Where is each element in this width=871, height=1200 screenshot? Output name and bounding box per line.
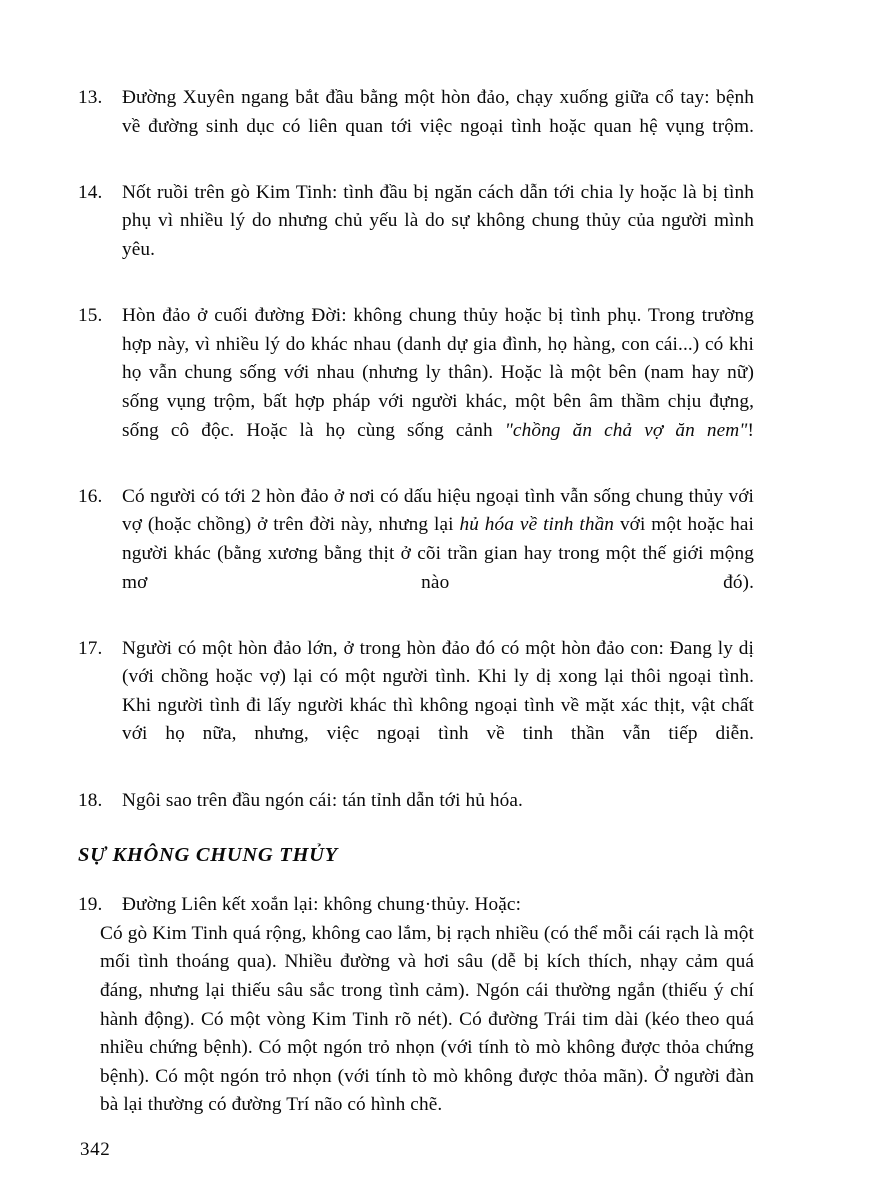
list-item-number: 19. [78, 894, 103, 916]
list-item-text: Ngôi sao trên đầu ngón cái: tán tỉnh dẫn tới hủ hóa. [122, 789, 523, 811]
list-item [78, 891, 754, 1120]
list-item-number: 18. [78, 789, 103, 811]
list-item [78, 84, 754, 170]
list-item-text-lead: Hòn đảo ở cuối đường Đời: không chung thủy hoặc bị tình phụ. Trong trường hợp này, vì nhiều lý do khác nhau (danh dự gia đình, họ hàng, con cái...) có khi họ vẫn chung sống với nhau (nhưng ly thân). Hoặc là một bên (nam hay nữ) sống vụng trộm, bất hợp pháp với người khác, một bên âm thầm chịu đựng, sống cô độc. Hoặc là họ cùng sống cảnh [122, 305, 754, 441]
list-item-text-tail: với một hoặc hai người khác (bằng xương bằng thịt ở cõi trần gian hay trong một thế giới mộng mơ nào đó). [122, 514, 755, 593]
section-heading: SỰ KHÔNG CHUNG THỦY [78, 844, 338, 867]
list-item [78, 179, 754, 293]
italic-emphasis-phrase: hủ hóa về tinh thần [459, 514, 615, 536]
page-number: 342 [80, 1139, 111, 1160]
list-item-text [122, 483, 754, 626]
list-item [78, 787, 754, 816]
list-item-number: 13. [78, 87, 103, 108]
list-item-text [122, 302, 754, 474]
list-item-number: 15. [78, 305, 103, 327]
list-item-number: 14. [78, 181, 103, 203]
list-item [78, 483, 754, 626]
list-item-number: 16. [78, 485, 103, 507]
list-item [78, 635, 754, 778]
list-item-text: Nốt ruồi trên gò Kim Tinh: tình đầu bị ngăn cách dẫn tới chia ly hoặc là bị tình phụ vì nhiều lý do nhưng chủ yếu là do sự không chung thủy của người mình yêu. [122, 181, 754, 260]
list-item-lead-text: Đường Liên kết xoắn lại: không chung·thủy. Hoặc: [122, 894, 522, 916]
list-item [78, 302, 754, 474]
italic-proverb-quote: "chồng ăn chả vợ ăn nem" [504, 419, 748, 441]
list-item-text: Đường Xuyên ngang bắt đầu bằng một hòn đảo, chạy xuống giữa cổ tay: bệnh về đường sinh dục có liên quan tới việc ngoại tình hoặc quan hệ vụng trộm. [122, 87, 754, 137]
list-item-text: Người có một hòn đảo lớn, ở trong hòn đảo đó có một hòn đảo con: Đang ly dị (với chồng hoặc vợ) lại có một người tình. Khi ly dị xong lại thôi ngoại tình. Khi người tình đi lấy người khác thì không ngoại tình về mặt xác thịt, vật chất với họ nữa, nhưng, việc ngoại tình về tinh thần vẫn tiếp diễn. [122, 637, 754, 745]
list-item-text-tail: ! [747, 419, 754, 441]
list-item-continuation-text: Có gò Kim Tinh quá rộng, không cao lắm, bị rạch nhiều (có thể mỗi cái rạch là một mối tình thoáng qua). Nhiều đường và hơi sâu (dễ bị kích thích, nhạy cảm quá đáng, nhưng lại thiếu sâu sắc trong tình cảm). Ngón cái thường ngắn (thiếu ý chí hành động). Có một vòng Kim Tinh rõ nét). Có đường Trái tim dài (kéo theo quá nhiều chứng bệnh). Có một ngón trỏ nhọn (với tính tò mò không được thỏa chứng bệnh). Có một ngón trỏ nhọn (với tính tò mò không được thỏa mãn). Ở người đàn bà lại thường có đường Trí não có hình chẽ. [100, 922, 754, 1116]
list-item-text-lead: Có người có tới 2 hòn đảo ở nơi có dấu hiệu ngoại tình vẫn sống chung thủy với vợ (hoặc chồng) ở trên đời này, nhưng lại [122, 485, 754, 536]
page-body [78, 84, 754, 1120]
list-item-number: 17. [78, 637, 103, 659]
